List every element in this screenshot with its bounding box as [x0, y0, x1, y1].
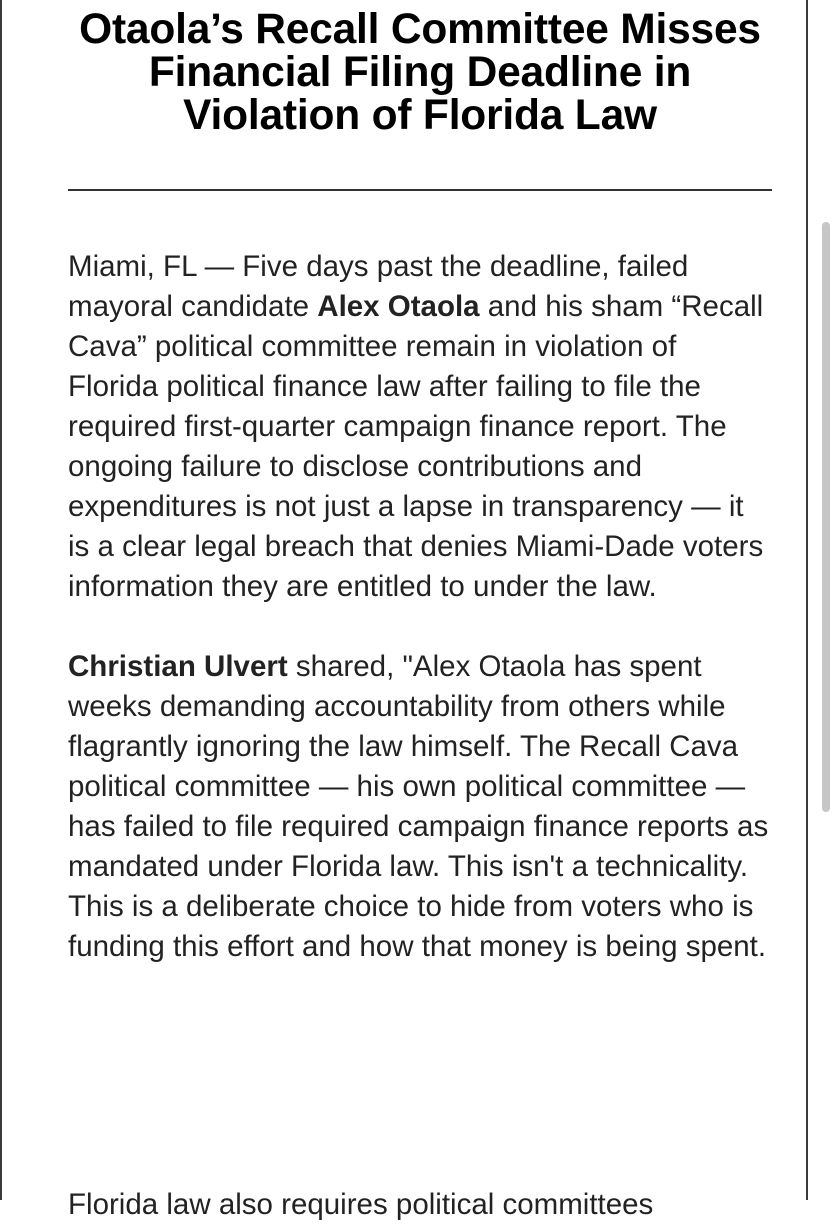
paragraph-1-name: Alex Otaola: [317, 290, 480, 323]
scrollbar-thumb[interactable]: [822, 222, 830, 812]
paragraph-1-body: and his sham “Recall Cava” political committee remain in violation of Florida political finance law after failing to file the required first-quarter campaign finance report. The ongoing failure to disclose contributions and expenditures is not just a lapse in transparency — it is a clear legal breach that denies Miami-Dade voters information they are entitled to under the law.: [68, 290, 764, 603]
page-border-left: [0, 0, 2, 1200]
paragraph-2-body: shared, "Alex Otaola has spent weeks demanding accountability from others while flagrantly ignoring the law himself. The Recall Cava political committee — his own political committee — has failed to file required campaign finance reports as mandated under Florida law. This isn't a technicality. This is a deliberate choice to hide from voters who is funding this effort and how that money is being spent.: [68, 650, 769, 963]
page-border-right: [806, 0, 808, 1200]
paragraph-1-lead: Miami, FL — Five days past the deadline, failed mayoral candidate: [68, 250, 689, 323]
article-headline: Otaola’s Recall Committee Misses Financial Filing Deadline in Violation of Florida Law: [79, 6, 761, 139]
paragraph-2-name: Christian Ulvert: [68, 650, 288, 683]
article-paragraph-3-partial: Florida law also requires political committees: [68, 1188, 654, 1221]
headline-divider: [68, 189, 772, 191]
article-paragraph-1: [68, 247, 772, 607]
article-paragraph-2: [68, 647, 772, 967]
article: [68, 0, 772, 967]
